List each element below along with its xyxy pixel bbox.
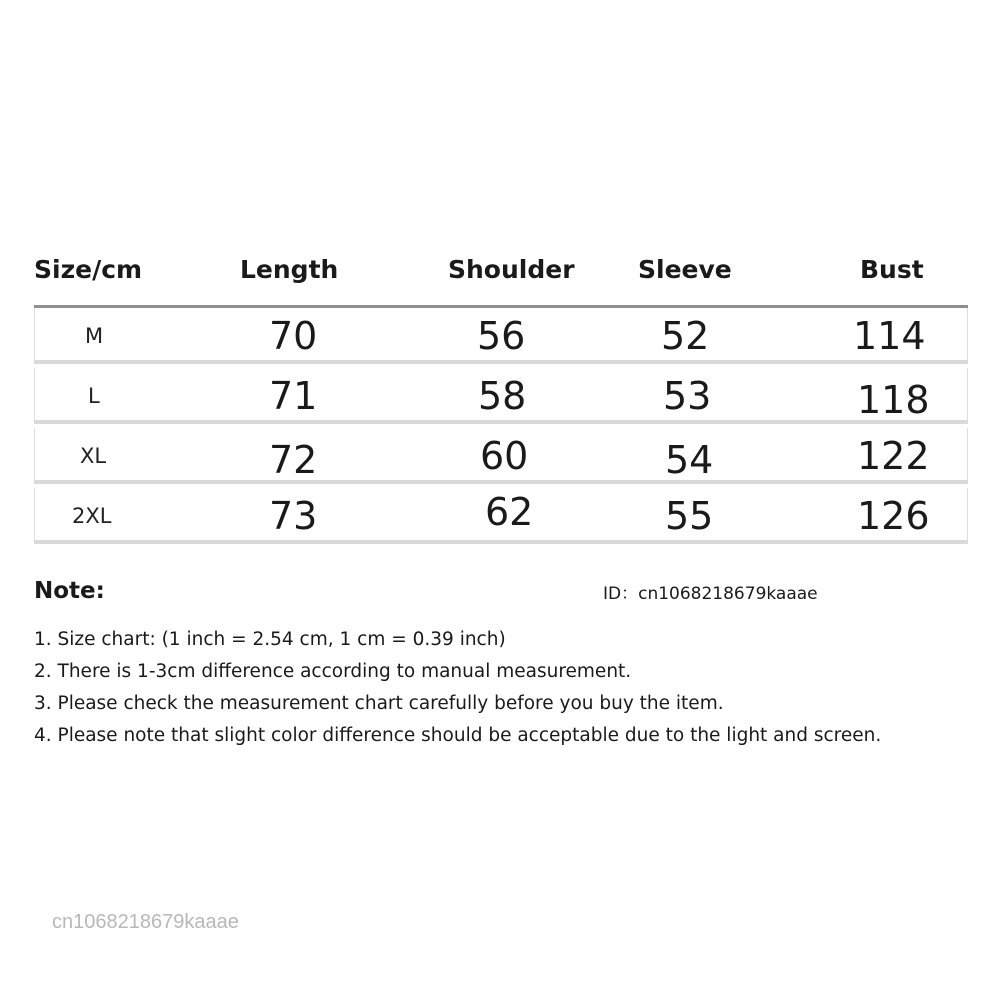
shoulder-cell: 56 [477, 314, 526, 358]
header-sleeve: Sleeve [638, 255, 732, 284]
bust-cell: 118 [857, 378, 930, 422]
shoulder-cell: 58 [478, 374, 527, 418]
note-item: 4. Please note that slight color difference should be acceptable due to the light and screen. [34, 725, 882, 746]
size-table-header [0, 250, 1000, 290]
note-item: 2. There is 1-3cm difference according to manual measurement. [34, 661, 632, 682]
sleeve-cell: 52 [661, 314, 710, 358]
shoulder-cell: 62 [485, 490, 534, 534]
note-item: 1. Size chart: (1 inch = 2.54 cm, 1 cm = 0.39 inch) [34, 629, 506, 650]
header-shoulder: Shoulder [448, 255, 575, 284]
table-row [34, 428, 968, 484]
product-id: ID：cn1068218679kaaae [603, 584, 818, 604]
size-cell: 2XL [72, 504, 112, 528]
watermark: cn1068218679kaaae [52, 911, 239, 933]
size-cell: L [88, 384, 100, 408]
bust-cell: 114 [853, 314, 926, 358]
length-cell: 71 [269, 374, 318, 418]
size-cell: XL [80, 444, 107, 468]
table-row [34, 488, 968, 544]
bust-cell: 122 [857, 434, 930, 478]
note-list [34, 624, 984, 752]
shoulder-cell: 60 [480, 434, 529, 478]
table-row [34, 368, 968, 424]
length-cell: 72 [269, 438, 318, 482]
sleeve-cell: 55 [665, 494, 714, 538]
length-cell: 73 [269, 494, 318, 538]
sleeve-cell: 54 [665, 438, 714, 482]
header-bust: Bust [860, 255, 924, 284]
size-table [34, 305, 968, 547]
sleeve-cell: 53 [663, 374, 712, 418]
length-cell: 70 [269, 314, 318, 358]
size-cell: M [85, 324, 104, 348]
note-item: 3. Please check the measurement chart carefully before you buy the item. [34, 693, 724, 714]
bust-cell: 126 [857, 494, 930, 538]
header-size: Size/cm [34, 255, 143, 284]
note-title: Note: [34, 578, 105, 604]
header-length: Length [240, 255, 339, 284]
table-row [34, 308, 968, 364]
